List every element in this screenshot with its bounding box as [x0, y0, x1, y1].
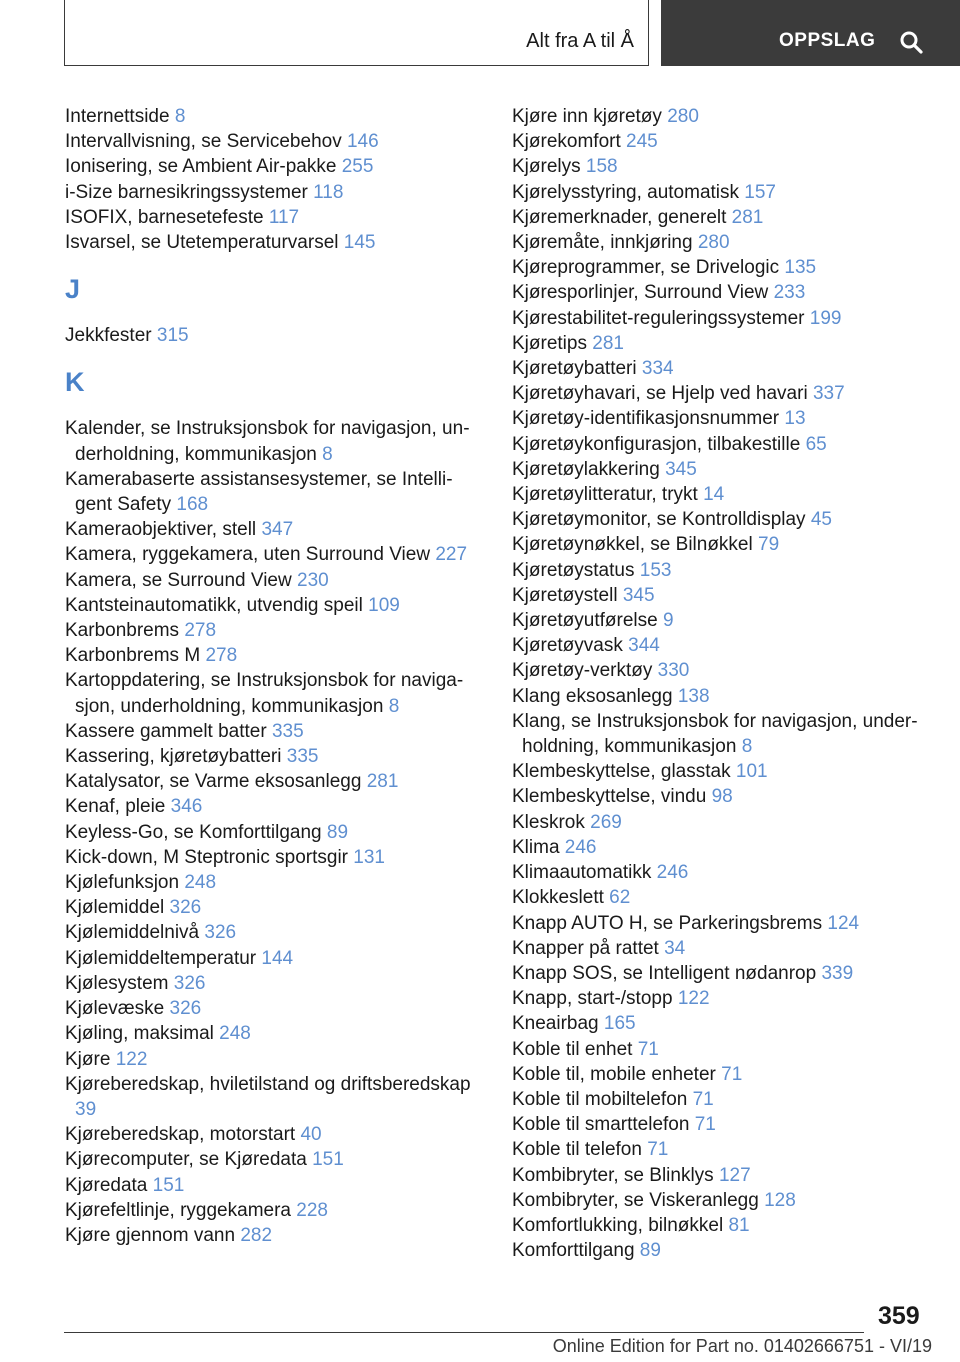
index-entry-term: Kartoppdatering, se Instruksjonsbok for navigasjon, underholdning, kommunikasjon: [65, 670, 464, 717]
index-entry-term: Isvarsel, se Utetemperaturvarsel: [65, 232, 339, 254]
page-link[interactable]: 8: [322, 443, 333, 465]
page-link[interactable]: 71: [692, 1088, 714, 1110]
page-link[interactable]: 117: [268, 206, 300, 228]
index-entry-term: Kjøretøynøkkel, se Bilnøkkel: [512, 534, 753, 556]
page-link[interactable]: 199: [809, 307, 842, 329]
index-entry: [512, 129, 932, 154]
lookup-button-label: OPPSLAG: [779, 30, 876, 51]
index-entry: [512, 608, 932, 633]
index-entry-term: Kjørekomfort: [512, 131, 621, 153]
index-entry: [65, 230, 475, 255]
page-link[interactable]: 39: [75, 1098, 97, 1120]
page-link[interactable]: 151: [152, 1174, 185, 1196]
page-link[interactable]: 118: [313, 181, 344, 203]
index-entry-term: Kjøretøykonfigurasjon, tilbakestille: [512, 433, 801, 455]
page-link[interactable]: 71: [647, 1139, 669, 1161]
index-entry: [65, 1198, 475, 1223]
index-entry: [512, 457, 932, 482]
index-entry-term: Kjøretøyutførelse: [512, 610, 658, 632]
header-section-tab[interactable]: [64, 0, 649, 66]
index-entry-term: Kjøre inn kjøretøy: [512, 106, 662, 127]
index-entry: [512, 1087, 932, 1112]
page-link[interactable]: 337: [812, 383, 845, 405]
index-entry: [512, 482, 932, 507]
footer-divider: [64, 1332, 864, 1333]
index-entry-term: Koble til smarttelefon: [512, 1114, 690, 1136]
index-entry: [512, 255, 932, 280]
index-column-left: [65, 104, 475, 1248]
page-link[interactable]: 282: [240, 1224, 273, 1246]
index-entry-term: Kjørelysstyring, automatisk: [512, 181, 740, 203]
footer-text: Online Edition for Part no. 01402666751 - VI/19: [552, 1336, 932, 1356]
page-link[interactable]: 315: [156, 325, 189, 347]
index-entry-term: Knapp, start-/stopp: [512, 988, 673, 1010]
page-link[interactable]: 344: [628, 635, 660, 657]
index-entry: [512, 432, 932, 457]
page-link[interactable]: 151: [312, 1149, 344, 1171]
index-entry-term: Komforttilgang: [512, 1240, 635, 1262]
index-entry-term: Klimaautomatikk: [512, 862, 652, 884]
search-icon: [899, 30, 923, 54]
index-entry-term: Kenaf, pleie: [65, 796, 166, 818]
page-link[interactable]: 153: [639, 559, 672, 581]
index-entry: [512, 885, 932, 910]
index-entry: [512, 633, 932, 658]
index-entry: [65, 180, 475, 205]
index-entry: [65, 1021, 475, 1046]
page-link[interactable]: 345: [665, 458, 697, 480]
page-link[interactable]: 347: [261, 519, 294, 541]
page-link[interactable]: 281: [366, 771, 399, 793]
index-entry-term: Komfortlukking, bilnøkkel: [512, 1214, 724, 1236]
index-entry-term: Kamera, se Surround View: [65, 569, 292, 591]
index-entry-term: Jekkfester: [65, 325, 152, 347]
index-entry: [65, 643, 475, 668]
index-entry: [512, 1037, 932, 1062]
index-entry-term: ISOFIX, barnesetefeste: [65, 206, 264, 228]
page-link[interactable]: 122: [115, 1048, 148, 1070]
index-entry: [512, 331, 932, 356]
page-link[interactable]: 326: [169, 897, 202, 919]
index-entry: [512, 507, 932, 532]
index-entry: [65, 517, 475, 542]
index-entry-term: Kjøretøylakkering: [512, 458, 660, 480]
page-link[interactable]: 280: [667, 106, 699, 127]
index-entry: [512, 986, 932, 1011]
page-link[interactable]: 280: [697, 232, 730, 254]
index-entry: [65, 820, 475, 845]
page-link[interactable]: 326: [204, 922, 237, 944]
page-link[interactable]: 71: [694, 1114, 716, 1136]
index-entry: [65, 668, 475, 718]
index-entry-term: Keyless-Go, se Komforttilgang: [65, 821, 322, 843]
index-entry-term: Klang eksosanlegg: [512, 685, 673, 707]
index-entry-term: Kjøreberedskap, motorstart: [65, 1124, 296, 1146]
index-entry: [65, 895, 475, 920]
index-entry-term: Karbonbrems M: [65, 645, 201, 667]
index-entry: [65, 971, 475, 996]
page-link[interactable]: 158: [585, 156, 618, 178]
page-link[interactable]: 71: [637, 1038, 659, 1060]
index-entry-term: Kjørelys: [512, 156, 581, 178]
index-entry: [65, 946, 475, 971]
header-title: Alt fra A til Å: [526, 30, 634, 52]
index-entry: [512, 1062, 932, 1087]
page-link[interactable]: 79: [758, 534, 780, 556]
page-link[interactable]: 45: [810, 509, 832, 531]
index-entry-term: Kjølemiddeltemperatur: [65, 947, 257, 969]
index-entry-term: Kassering, kjøretøybatteri: [65, 746, 282, 768]
index-entry-term: Kjøremåte, innkjøring: [512, 232, 693, 254]
lookup-button[interactable]: [661, 0, 960, 66]
index-entry-term: Kombibryter, se Blinklys: [512, 1164, 714, 1186]
index-entry: [512, 532, 932, 557]
index-entry: [512, 406, 932, 431]
index-entry: [512, 709, 932, 759]
page-link[interactable]: 335: [271, 720, 304, 742]
index-entry-term: Kjøresporlinjer, Surround View: [512, 282, 769, 304]
index-entry-term: Kamerabaserte assistansesystemer, se Intelligent Safety: [65, 468, 453, 516]
index-entry: [512, 1213, 932, 1238]
page-link[interactable]: 146: [346, 131, 379, 153]
index-entry-term: Kleskrok: [512, 811, 585, 833]
index-entry-term: Kjørefeltlinje, ryggekamera: [65, 1199, 291, 1221]
index-entry-term: Kjølemiddelnivå: [65, 922, 200, 944]
index-entry-term: Klima: [512, 836, 560, 858]
index-entry: [512, 961, 932, 986]
index-entry: [65, 1173, 475, 1198]
page-link[interactable]: 71: [721, 1063, 743, 1085]
index-entry: [65, 1223, 475, 1248]
index-entry: [512, 784, 932, 809]
page-link[interactable]: 124: [827, 912, 860, 934]
index-entry-term: Intervallvisning, se Servicebehov: [65, 131, 342, 153]
page-link[interactable]: 131: [353, 846, 385, 868]
page-link[interactable]: 281: [592, 332, 624, 354]
index-entry-term: Ionisering, se Ambient Air-pakke: [65, 156, 337, 178]
index-entry: [65, 996, 475, 1021]
page-link[interactable]: 101: [735, 761, 768, 783]
page-link[interactable]: 8: [174, 106, 186, 127]
page-link[interactable]: 122: [677, 988, 710, 1010]
index-entry: [512, 1163, 932, 1188]
page-link[interactable]: 89: [326, 821, 349, 843]
index-entry-term: Katalysator, se Varme eksosanlegg: [65, 771, 362, 793]
index-entry-term: Kjøreprogrammer, se Drivelogic: [512, 257, 780, 279]
page-link[interactable]: 246: [564, 836, 597, 858]
index-entry-term: Karbonbrems: [65, 620, 180, 642]
page-link[interactable]: 326: [169, 998, 202, 1020]
index-entry: [512, 911, 932, 936]
index-entry: [512, 835, 932, 860]
index-entry: [65, 1122, 475, 1147]
page-link[interactable]: 89: [639, 1240, 661, 1262]
index-entry: [512, 1011, 932, 1036]
index-entry: [65, 769, 475, 794]
page-link[interactable]: 227: [435, 544, 468, 566]
page-link[interactable]: 330: [657, 660, 690, 682]
index-entry-term: Koble til enhet: [512, 1038, 633, 1060]
index-entry-term: Kjølevæske: [65, 998, 165, 1020]
index-entry-term: Kamera, ryggekamera, uten Surround View: [65, 544, 431, 566]
index-entry: [512, 180, 932, 205]
index-entry: [512, 936, 932, 961]
index-entry: [512, 205, 932, 230]
index-entry: [65, 467, 475, 517]
index-entry: [512, 230, 932, 255]
page-link[interactable]: 334: [641, 358, 674, 380]
index-entry-term: Kick-down, M Steptronic sportsgir: [65, 846, 348, 868]
index-entry-term: Kjøreberedskap, hviletilstand og driftsberedskap: [65, 1073, 471, 1095]
index-entry: [512, 280, 932, 305]
page-link[interactable]: 8: [388, 695, 400, 717]
page-link[interactable]: 230: [297, 569, 329, 591]
index-entry: [512, 1238, 932, 1263]
index-entry-term: Kjølefunksjon: [65, 872, 180, 894]
index-entry: [512, 558, 932, 583]
page-link[interactable]: 278: [205, 645, 238, 667]
index-entry: [65, 154, 475, 179]
index-entry: [512, 356, 932, 381]
index-entry: [65, 205, 475, 230]
index-entry-term: Kjøling, maksimal: [65, 1023, 214, 1045]
page-link[interactable]: 145: [343, 232, 376, 254]
page-link[interactable]: 138: [677, 685, 710, 707]
index-entry-term: Kjøretips: [512, 332, 587, 354]
page-link[interactable]: 245: [626, 131, 658, 153]
page-link[interactable]: 269: [590, 811, 622, 833]
index-entry: [65, 719, 475, 744]
index-entry-term: Klembeskyttelse, vindu: [512, 786, 707, 808]
index-entry-term: Kjøretøystell: [512, 584, 618, 606]
index-entry-term: Koble til mobiltelefon: [512, 1088, 688, 1110]
index-entry-term: Kjølemiddel: [65, 897, 165, 919]
page-link[interactable]: 278: [184, 620, 217, 642]
index-entry-term: Klokkeslett: [512, 887, 604, 909]
page-link[interactable]: 168: [176, 494, 209, 516]
page-link[interactable]: 246: [656, 862, 689, 884]
index-entry: [65, 323, 475, 348]
index-entry: [512, 583, 932, 608]
index-entry: [65, 542, 475, 567]
index-entry-term: Internettside: [65, 106, 170, 127]
page-link[interactable]: 81: [728, 1214, 750, 1236]
index-entry: [65, 104, 475, 129]
section-letter: K: [65, 367, 85, 398]
page-link[interactable]: 13: [784, 408, 806, 430]
index-entry-term: Kjøretøyvask: [512, 635, 623, 657]
index-entry-term: Kneairbag: [512, 1013, 599, 1035]
page-link[interactable]: 98: [711, 786, 733, 808]
page-link[interactable]: 8: [741, 736, 753, 758]
index-entry: [65, 1147, 475, 1172]
page-link[interactable]: 228: [296, 1199, 328, 1221]
index-entry-term: Knapper på rattet: [512, 937, 659, 959]
index-entry-term: Kassere gammelt batter: [65, 720, 267, 742]
index-entry-term: Kjøretøybatteri: [512, 358, 637, 380]
page-link[interactable]: 255: [341, 156, 374, 178]
index-entry: [65, 1047, 475, 1072]
index-entry-term: Kjørecomputer, se Kjøredata: [65, 1149, 307, 1171]
index-entry-term: Klembeskyttelse, glasstak: [512, 761, 731, 783]
page-link[interactable]: 128: [764, 1189, 796, 1211]
index-entry-term: Kjøre gjennom vann: [65, 1224, 236, 1246]
page-link[interactable]: 34: [664, 937, 686, 959]
page-link[interactable]: 62: [609, 887, 631, 909]
index-entry: [512, 1188, 932, 1213]
index-entry: [65, 920, 475, 945]
page-link[interactable]: 248: [184, 872, 217, 894]
index-entry: [512, 658, 932, 683]
index-entry-term: Knapp AUTO H, se Parkeringsbrems: [512, 912, 823, 934]
index-entry: [65, 129, 475, 154]
index-entry: [65, 1072, 475, 1122]
page-link[interactable]: 14: [703, 484, 725, 506]
page-link[interactable]: 326: [173, 972, 206, 994]
index-entry: [65, 794, 475, 819]
page-link[interactable]: 233: [773, 282, 806, 304]
index-entry: [65, 618, 475, 643]
page-link[interactable]: 65: [805, 433, 827, 455]
index-entry-term: Kantsteinautomatikk, utvendig speil: [65, 594, 363, 616]
index-entry-term: Kombibryter, se Viskeranlegg: [512, 1189, 759, 1211]
index-entry-term: Koble til, mobile enheter: [512, 1063, 716, 1085]
page-link[interactable]: 248: [219, 1023, 251, 1045]
index-entry: [512, 860, 932, 885]
index-entry-term: Kjøretøymonitor, se Kontrolldisplay: [512, 509, 806, 531]
page-number: 359: [878, 1302, 920, 1330]
index-entry-term: Kjøremerknader, generelt: [512, 206, 727, 228]
index-entry-term: Kjølesystem: [65, 972, 169, 994]
index-entry: [512, 381, 932, 406]
index-entry-term: i-Size barnesikringssystemer: [65, 181, 308, 203]
index-entry-term: Kjørestabilitet-reguleringssystemer: [512, 307, 805, 329]
index-entry: [65, 744, 475, 769]
page-link[interactable]: 345: [622, 584, 655, 606]
page-link[interactable]: 157: [744, 181, 776, 203]
index-entry-term: Koble til telefon: [512, 1139, 642, 1161]
page-link[interactable]: 127: [718, 1164, 751, 1186]
index-entry-term: Kjøretøylitteratur, trykt: [512, 484, 698, 506]
section-letter: J: [65, 274, 81, 305]
index-entry-term: Kameraobjektiver, stell: [65, 519, 257, 541]
page-link[interactable]: 346: [170, 796, 203, 818]
index-entry: [512, 306, 932, 331]
index-entry-term: Kjøretøy-identifikasjonsnummer: [512, 408, 780, 430]
index-entry-term: Kjøretøyhavari, se Hjelp ved havari: [512, 383, 808, 405]
page-link[interactable]: 135: [784, 257, 817, 279]
index-entry-term: Kjøredata: [65, 1174, 148, 1196]
index-entry: [65, 416, 475, 466]
index-entry-term: Kjøretøystatus: [512, 559, 635, 581]
page-link[interactable]: 339: [821, 962, 854, 984]
page-link[interactable]: 335: [286, 746, 319, 768]
index-entry: [512, 759, 932, 784]
index-entry: [512, 1137, 932, 1162]
page-link[interactable]: 109: [368, 594, 400, 616]
page-link[interactable]: 40: [300, 1124, 322, 1146]
index-entry-term: Kalender, se Instruksjonsbok for navigasjon, underholdning, kommunikasjon: [65, 418, 470, 465]
index-entry-term: Klang, se Instruksjonsbok for navigasjon, underholdning, kommunikasjon: [512, 710, 918, 758]
index-entry: [512, 684, 932, 709]
index-entry-term: Kjøretøy-verktøy: [512, 660, 653, 682]
page-link[interactable]: 165: [603, 1013, 636, 1035]
index-entry: [512, 810, 932, 835]
index-entry: [65, 845, 475, 870]
index-entry: [512, 1112, 932, 1137]
index-entry: [65, 870, 475, 895]
index-entry: [512, 104, 932, 129]
index-entry: [512, 154, 932, 179]
page-link[interactable]: 281: [731, 206, 764, 228]
index-entry: [65, 568, 475, 593]
page-link[interactable]: 144: [261, 947, 294, 969]
index-entry: [65, 593, 475, 618]
index-entry-term: Kjøre: [65, 1048, 111, 1070]
index-entry-term: Knapp SOS, se Intelligent nødanrop: [512, 962, 817, 984]
page-link[interactable]: 9: [662, 610, 674, 632]
index-column-right: [512, 104, 932, 1263]
